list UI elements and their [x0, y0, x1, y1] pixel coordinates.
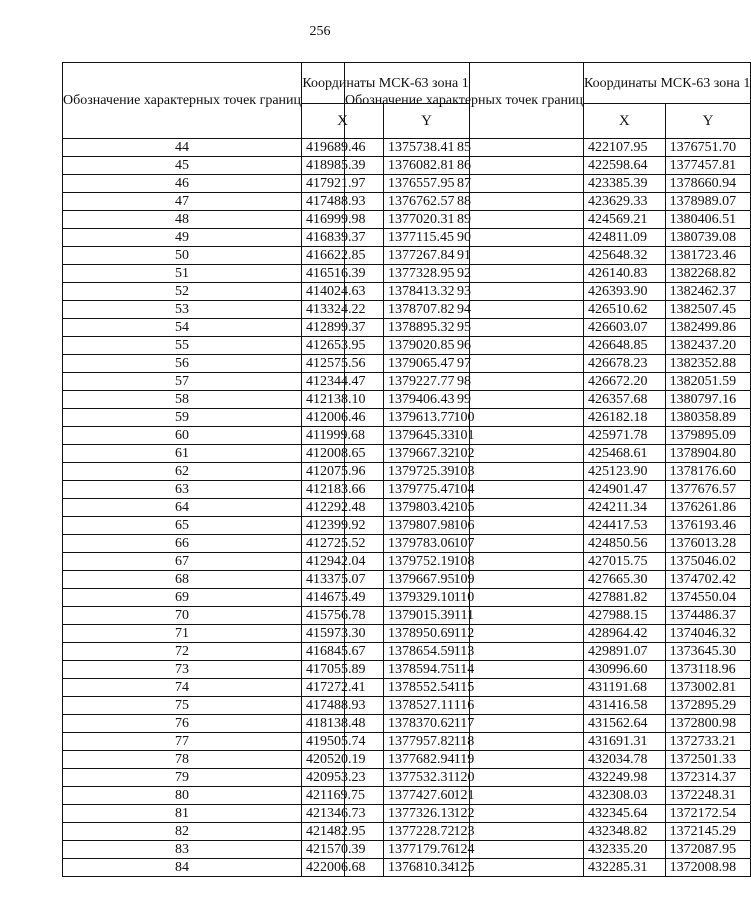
table-row	[345, 319, 751, 337]
x-cell: 417272.41	[302, 679, 384, 697]
point-id-cell: 71	[63, 625, 302, 643]
x-cell: 424811.09	[584, 229, 666, 247]
x-cell: 425123.90	[584, 463, 666, 481]
y-cell: 1374550.04	[665, 589, 751, 607]
y-cell: 1377957.82	[384, 733, 470, 751]
point-id-cell: 62	[63, 463, 302, 481]
y-cell: 1374046.32	[665, 625, 751, 643]
x-cell: 412725.52	[302, 535, 384, 553]
x-cell: 426140.83	[584, 265, 666, 283]
x-cell: 431691.31	[584, 733, 666, 751]
table-row	[345, 427, 751, 445]
point-label-header: Обозначение характерных точек границ	[345, 63, 584, 139]
point-id-cell: 49	[63, 229, 302, 247]
x-cell: 427988.15	[584, 607, 666, 625]
table-row	[345, 175, 751, 193]
y-cell: 1379725.39	[384, 463, 470, 481]
y-cell: 1376557.95	[384, 175, 470, 193]
y-cell: 1378950.69	[384, 625, 470, 643]
point-id-cell: 125	[345, 859, 584, 877]
point-id-cell: 50	[63, 247, 302, 265]
point-id-cell: 46	[63, 175, 302, 193]
y-cell: 1382051.59	[665, 373, 751, 391]
y-cell: 1381723.46	[665, 247, 751, 265]
y-cell: 1379807.98	[384, 517, 470, 535]
y-cell: 1375738.41	[384, 139, 470, 157]
table-row	[345, 751, 751, 769]
y-header: Y	[665, 104, 751, 139]
table-row	[345, 535, 751, 553]
y-cell: 1378654.59	[384, 643, 470, 661]
coordinates-table-right	[344, 62, 751, 877]
y-cell: 1376193.46	[665, 517, 751, 535]
y-cell: 1374486.37	[665, 607, 751, 625]
y-cell: 1379020.85	[384, 337, 470, 355]
x-cell: 432249.98	[584, 769, 666, 787]
point-id-cell: 61	[63, 445, 302, 463]
point-id-cell: 80	[63, 787, 302, 805]
y-cell: 1375046.02	[665, 553, 751, 571]
table-row	[345, 787, 751, 805]
y-cell: 1372501.33	[665, 751, 751, 769]
table-row	[345, 391, 751, 409]
x-cell: 419689.46	[302, 139, 384, 157]
point-id-cell: 113	[345, 643, 584, 661]
y-cell: 1377228.72	[384, 823, 470, 841]
point-id-cell: 95	[345, 319, 584, 337]
x-cell: 417055.89	[302, 661, 384, 679]
y-cell: 1376013.28	[665, 535, 751, 553]
y-cell: 1379015.39	[384, 607, 470, 625]
point-id-cell: 110	[345, 589, 584, 607]
y-cell: 1378413.32	[384, 283, 470, 301]
x-cell: 417921.97	[302, 175, 384, 193]
y-cell: 1378552.54	[384, 679, 470, 697]
point-id-cell: 73	[63, 661, 302, 679]
table-row	[345, 517, 751, 535]
y-cell: 1376762.57	[384, 193, 470, 211]
x-cell: 412575.56	[302, 355, 384, 373]
point-id-cell: 96	[345, 337, 584, 355]
x-cell: 425468.61	[584, 445, 666, 463]
x-cell: 412399.92	[302, 517, 384, 535]
x-cell: 412006.46	[302, 409, 384, 427]
x-cell: 422598.64	[584, 157, 666, 175]
y-cell: 1380739.08	[665, 229, 751, 247]
y-cell: 1377532.31	[384, 769, 470, 787]
y-cell: 1377682.94	[384, 751, 470, 769]
x-cell: 430996.60	[584, 661, 666, 679]
table-row	[345, 697, 751, 715]
table-row	[345, 679, 751, 697]
x-cell: 432034.78	[584, 751, 666, 769]
point-id-cell: 120	[345, 769, 584, 787]
point-id-cell: 78	[63, 751, 302, 769]
x-cell: 426510.62	[584, 301, 666, 319]
point-id-cell: 85	[345, 139, 584, 157]
point-id-cell: 99	[345, 391, 584, 409]
y-cell: 1378895.32	[384, 319, 470, 337]
point-id-cell: 94	[345, 301, 584, 319]
y-cell: 1372733.21	[665, 733, 751, 751]
page-number: 256	[309, 24, 331, 39]
point-id-cell: 106	[345, 517, 584, 535]
point-id-cell: 93	[345, 283, 584, 301]
y-cell: 1378370.62	[384, 715, 470, 733]
point-id-cell: 118	[345, 733, 584, 751]
y-cell: 1379645.33	[384, 427, 470, 445]
point-id-cell: 121	[345, 787, 584, 805]
y-cell: 1377457.81	[665, 157, 751, 175]
coords-header: Координаты МСК-63 зона 1	[302, 63, 470, 104]
point-id-cell: 81	[63, 805, 302, 823]
point-id-cell: 104	[345, 481, 584, 499]
point-id-cell: 90	[345, 229, 584, 247]
point-id-cell: 122	[345, 805, 584, 823]
point-id-cell: 92	[345, 265, 584, 283]
y-cell: 1382499.86	[665, 319, 751, 337]
table-row	[345, 499, 751, 517]
point-id-cell: 57	[63, 373, 302, 391]
y-cell: 1372800.98	[665, 715, 751, 733]
y-cell: 1382507.45	[665, 301, 751, 319]
table-row	[345, 823, 751, 841]
y-cell: 1379775.47	[384, 481, 470, 499]
point-id-cell: 66	[63, 535, 302, 553]
table-row	[345, 283, 751, 301]
y-cell: 1379752.19	[384, 553, 470, 571]
point-id-cell: 60	[63, 427, 302, 445]
y-cell: 1382268.82	[665, 265, 751, 283]
x-cell: 415756.78	[302, 607, 384, 625]
y-cell: 1379065.47	[384, 355, 470, 373]
x-cell: 413324.22	[302, 301, 384, 319]
point-id-cell: 88	[345, 193, 584, 211]
y-cell: 1380406.51	[665, 211, 751, 229]
x-cell: 432348.82	[584, 823, 666, 841]
point-id-cell: 115	[345, 679, 584, 697]
y-cell: 1379329.10	[384, 589, 470, 607]
x-cell: 428964.42	[584, 625, 666, 643]
x-cell: 412942.04	[302, 553, 384, 571]
x-cell: 426357.68	[584, 391, 666, 409]
x-cell: 426672.20	[584, 373, 666, 391]
y-cell: 1378707.82	[384, 301, 470, 319]
x-cell: 425648.32	[584, 247, 666, 265]
y-cell: 1377115.45	[384, 229, 470, 247]
point-id-cell: 51	[63, 265, 302, 283]
point-id-cell: 102	[345, 445, 584, 463]
x-cell: 431191.68	[584, 679, 666, 697]
point-id-cell: 91	[345, 247, 584, 265]
point-id-cell: 56	[63, 355, 302, 373]
point-id-cell: 63	[63, 481, 302, 499]
point-id-cell: 117	[345, 715, 584, 733]
point-id-cell: 105	[345, 499, 584, 517]
table-row	[345, 247, 751, 265]
y-cell: 1379406.43	[384, 391, 470, 409]
y-cell: 1373118.96	[665, 661, 751, 679]
x-cell: 422107.95	[584, 139, 666, 157]
table-row	[345, 445, 751, 463]
x-cell: 421346.73	[302, 805, 384, 823]
x-cell: 420520.19	[302, 751, 384, 769]
table-row	[345, 859, 751, 877]
y-cell: 1372087.95	[665, 841, 751, 859]
y-cell: 1378176.60	[665, 463, 751, 481]
x-cell: 412292.48	[302, 499, 384, 517]
point-id-cell: 67	[63, 553, 302, 571]
point-id-cell: 76	[63, 715, 302, 733]
point-id-cell: 64	[63, 499, 302, 517]
table-row	[345, 805, 751, 823]
table-row	[345, 193, 751, 211]
table-row	[345, 661, 751, 679]
x-cell: 431562.64	[584, 715, 666, 733]
y-cell: 1380358.89	[665, 409, 751, 427]
x-cell: 412075.96	[302, 463, 384, 481]
point-id-cell: 100	[345, 409, 584, 427]
table-row	[345, 643, 751, 661]
y-cell: 1377676.57	[665, 481, 751, 499]
x-cell: 424901.47	[584, 481, 666, 499]
x-cell: 412138.10	[302, 391, 384, 409]
y-cell: 1378594.75	[384, 661, 470, 679]
y-cell: 1379783.06	[384, 535, 470, 553]
x-cell: 414675.49	[302, 589, 384, 607]
x-cell: 427665.30	[584, 571, 666, 589]
x-cell: 421482.95	[302, 823, 384, 841]
point-id-cell: 54	[63, 319, 302, 337]
point-id-cell: 114	[345, 661, 584, 679]
point-id-cell: 123	[345, 823, 584, 841]
table-body-right	[345, 139, 751, 877]
coords-header: Координаты МСК-63 зона 1	[584, 63, 751, 104]
table-row	[345, 841, 751, 859]
table-row	[345, 157, 751, 175]
point-id-cell: 52	[63, 283, 302, 301]
point-id-cell: 116	[345, 697, 584, 715]
x-cell: 420953.23	[302, 769, 384, 787]
point-id-cell: 83	[63, 841, 302, 859]
x-cell: 432335.20	[584, 841, 666, 859]
y-cell: 1379667.95	[384, 571, 470, 589]
point-id-cell: 79	[63, 769, 302, 787]
point-id-cell: 86	[345, 157, 584, 175]
y-header: Y	[384, 104, 470, 139]
x-cell: 432285.31	[584, 859, 666, 877]
table-row	[345, 463, 751, 481]
x-cell: 429891.07	[584, 643, 666, 661]
y-cell: 1373002.81	[665, 679, 751, 697]
x-cell: 426182.18	[584, 409, 666, 427]
point-id-cell: 47	[63, 193, 302, 211]
y-cell: 1379803.42	[384, 499, 470, 517]
y-cell: 1372248.31	[665, 787, 751, 805]
table-row	[345, 625, 751, 643]
y-cell: 1378989.07	[665, 193, 751, 211]
point-id-cell: 65	[63, 517, 302, 535]
y-cell: 1379667.32	[384, 445, 470, 463]
x-cell: 424211.34	[584, 499, 666, 517]
point-id-cell: 74	[63, 679, 302, 697]
point-id-cell: 55	[63, 337, 302, 355]
point-id-cell: 108	[345, 553, 584, 571]
x-cell: 412344.47	[302, 373, 384, 391]
point-id-cell: 82	[63, 823, 302, 841]
point-id-cell: 72	[63, 643, 302, 661]
y-cell: 1379895.09	[665, 427, 751, 445]
x-cell: 412008.65	[302, 445, 384, 463]
y-cell: 1372172.54	[665, 805, 751, 823]
table-row	[345, 229, 751, 247]
y-cell: 1382437.20	[665, 337, 751, 355]
point-id-cell: 103	[345, 463, 584, 481]
point-id-cell: 89	[345, 211, 584, 229]
x-cell: 426648.85	[584, 337, 666, 355]
x-cell: 432308.03	[584, 787, 666, 805]
point-id-cell: 112	[345, 625, 584, 643]
x-cell: 412183.66	[302, 481, 384, 499]
point-id-cell: 58	[63, 391, 302, 409]
x-cell: 417488.93	[302, 697, 384, 715]
x-header: X	[584, 104, 666, 139]
x-cell: 416999.98	[302, 211, 384, 229]
y-cell: 1373645.30	[665, 643, 751, 661]
x-cell: 416516.39	[302, 265, 384, 283]
x-cell: 425971.78	[584, 427, 666, 445]
table-row	[345, 355, 751, 373]
y-cell: 1372314.37	[665, 769, 751, 787]
x-cell: 414024.63	[302, 283, 384, 301]
y-cell: 1377328.95	[384, 265, 470, 283]
point-id-cell: 111	[345, 607, 584, 625]
point-id-cell: 45	[63, 157, 302, 175]
table-row	[345, 553, 751, 571]
point-label-header: Обозначение характерных точек границ	[63, 63, 302, 139]
y-cell: 1379227.77	[384, 373, 470, 391]
table-row	[345, 409, 751, 427]
y-cell: 1376082.81	[384, 157, 470, 175]
x-cell: 418138.48	[302, 715, 384, 733]
y-cell: 1377179.76	[384, 841, 470, 859]
table-row	[345, 607, 751, 625]
x-cell: 411999.68	[302, 427, 384, 445]
point-id-cell: 75	[63, 697, 302, 715]
x-cell: 432345.64	[584, 805, 666, 823]
x-cell: 426603.07	[584, 319, 666, 337]
point-id-cell: 59	[63, 409, 302, 427]
x-header: X	[302, 104, 384, 139]
y-cell: 1372145.29	[665, 823, 751, 841]
point-id-cell: 107	[345, 535, 584, 553]
table-row	[345, 733, 751, 751]
table-row	[345, 715, 751, 733]
x-cell: 427881.82	[584, 589, 666, 607]
point-id-cell: 97	[345, 355, 584, 373]
point-id-cell: 124	[345, 841, 584, 859]
point-id-cell: 84	[63, 859, 302, 877]
point-id-cell: 101	[345, 427, 584, 445]
x-cell: 412899.37	[302, 319, 384, 337]
point-id-cell: 87	[345, 175, 584, 193]
point-id-cell: 119	[345, 751, 584, 769]
y-cell: 1372895.29	[665, 697, 751, 715]
table-row	[345, 265, 751, 283]
y-cell: 1377020.31	[384, 211, 470, 229]
table-row	[345, 211, 751, 229]
x-cell: 427015.75	[584, 553, 666, 571]
x-cell: 418985.39	[302, 157, 384, 175]
y-cell: 1372008.98	[665, 859, 751, 877]
x-cell: 416839.37	[302, 229, 384, 247]
table-row	[345, 139, 751, 157]
y-cell: 1378527.11	[384, 697, 470, 715]
table-row	[345, 301, 751, 319]
x-cell: 419505.74	[302, 733, 384, 751]
x-cell: 426678.23	[584, 355, 666, 373]
x-cell: 417488.93	[302, 193, 384, 211]
point-id-cell: 109	[345, 571, 584, 589]
point-id-cell: 68	[63, 571, 302, 589]
point-id-cell: 48	[63, 211, 302, 229]
table-row	[345, 589, 751, 607]
table-row	[345, 769, 751, 787]
x-cell: 426393.90	[584, 283, 666, 301]
x-cell: 423629.33	[584, 193, 666, 211]
x-cell: 421169.75	[302, 787, 384, 805]
point-id-cell: 44	[63, 139, 302, 157]
x-cell: 423385.39	[584, 175, 666, 193]
point-id-cell: 77	[63, 733, 302, 751]
y-cell: 1378660.94	[665, 175, 751, 193]
y-cell: 1376261.86	[665, 499, 751, 517]
x-cell: 424569.21	[584, 211, 666, 229]
y-cell: 1382352.88	[665, 355, 751, 373]
x-cell: 412653.95	[302, 337, 384, 355]
x-cell: 416845.67	[302, 643, 384, 661]
y-cell: 1377267.84	[384, 247, 470, 265]
x-cell: 415973.30	[302, 625, 384, 643]
y-cell: 1382462.37	[665, 283, 751, 301]
y-cell: 1377326.13	[384, 805, 470, 823]
x-cell: 421570.39	[302, 841, 384, 859]
y-cell: 1374702.42	[665, 571, 751, 589]
y-cell: 1378904.80	[665, 445, 751, 463]
x-cell: 424850.56	[584, 535, 666, 553]
table-row	[345, 571, 751, 589]
table-row	[345, 373, 751, 391]
x-cell: 422006.68	[302, 859, 384, 877]
x-cell: 416622.85	[302, 247, 384, 265]
table-row	[345, 481, 751, 499]
x-cell: 413375.07	[302, 571, 384, 589]
point-id-cell: 98	[345, 373, 584, 391]
y-cell: 1376810.34	[384, 859, 470, 877]
x-cell: 431416.58	[584, 697, 666, 715]
point-id-cell: 53	[63, 301, 302, 319]
table-row	[345, 337, 751, 355]
y-cell: 1376751.70	[665, 139, 751, 157]
y-cell: 1377427.60	[384, 787, 470, 805]
y-cell: 1379613.77	[384, 409, 470, 427]
point-id-cell: 70	[63, 607, 302, 625]
x-cell: 424417.53	[584, 517, 666, 535]
point-id-cell: 69	[63, 589, 302, 607]
y-cell: 1380797.16	[665, 391, 751, 409]
